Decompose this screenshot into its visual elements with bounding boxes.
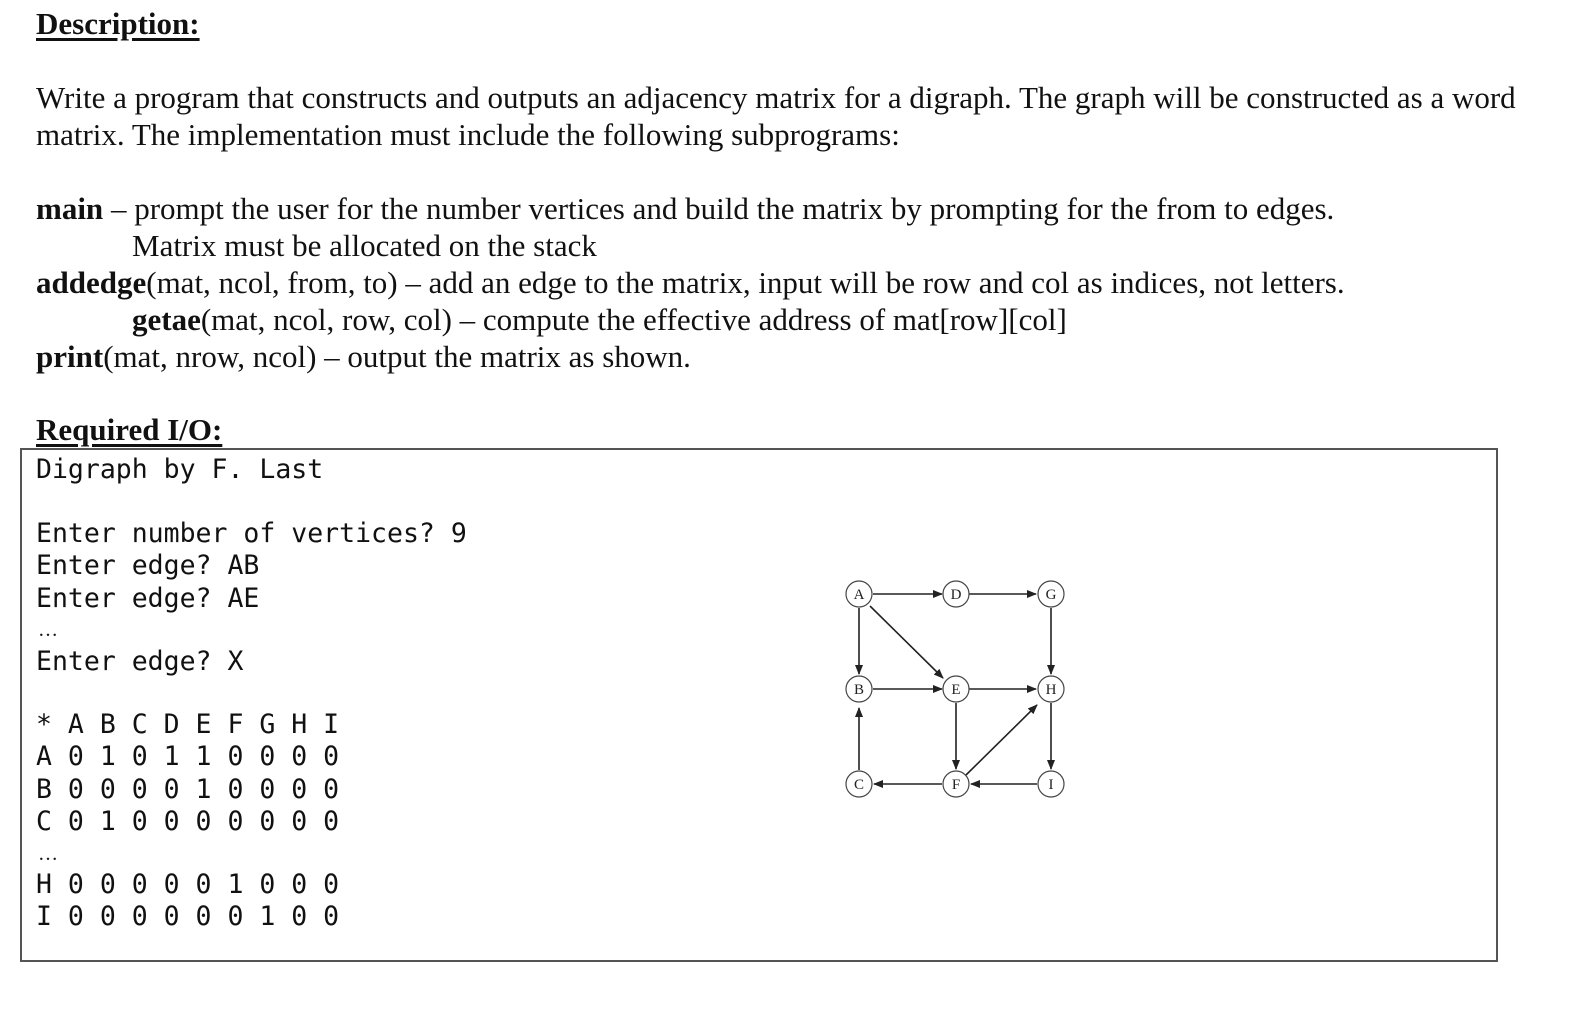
svg-text:B: B <box>853 682 865 698</box>
print-line <box>36 338 691 375</box>
matrix-row: B 0 0 0 0 1 0 0 0 0 <box>36 774 340 805</box>
graph-node-i <box>1038 771 1064 797</box>
addedge-name: addedge <box>36 265 147 300</box>
edge-a-e <box>870 606 943 678</box>
graph-node-h <box>1038 676 1064 702</box>
main-name: main <box>36 191 104 226</box>
main-line-2: Matrix must be allocated on the stack <box>132 228 597 263</box>
io-prompt-vertices: Enter number of vertices? 9 <box>36 518 467 549</box>
print-desc: (mat, nrow, ncol) – output the matrix as shown. <box>103 339 691 374</box>
io-prompt-edge-1: Enter edge? AB <box>36 550 260 581</box>
svg-text:D: D <box>950 587 962 603</box>
getae-desc: (mat, ncol, row, col) – compute the effective address of mat[row][col] <box>200 302 1067 337</box>
svg-text:E: E <box>951 682 961 698</box>
graph-node-c <box>846 771 872 797</box>
addedge-line <box>36 264 1345 301</box>
svg-text:C: C <box>853 777 865 793</box>
io-prompt-edge-2: Enter edge? AE <box>36 583 260 614</box>
getae-line <box>132 301 1067 338</box>
io-ellipsis-1: … <box>38 619 58 641</box>
io-title-line: Digraph by F. Last <box>36 454 324 485</box>
addedge-desc: (mat, ncol, from, to) – add an edge to the matrix, input will be row and col as indices, not letters. <box>146 265 1345 300</box>
svg-text:G: G <box>1045 587 1057 603</box>
description-heading: Description: <box>36 6 200 41</box>
matrix-header: * A B C D E F G H I <box>36 709 340 740</box>
svg-text:H: H <box>1045 682 1057 698</box>
svg-text:I: I <box>1048 777 1054 793</box>
digraph-diagram <box>830 560 1090 810</box>
required-io-heading: Required I/O: <box>36 412 223 447</box>
print-name: print <box>36 339 104 374</box>
graph-node-e <box>943 676 969 702</box>
graph-node-f <box>943 771 969 797</box>
svg-text:A: A <box>853 587 865 603</box>
graph-node-g <box>1038 581 1064 607</box>
main-desc: – prompt the user for the number vertices and build the matrix by prompting for the from to edges. <box>103 191 1335 226</box>
edge-f-h <box>966 705 1037 775</box>
io-ellipsis-2: … <box>38 843 58 865</box>
matrix-row: H 0 0 0 0 0 1 0 0 0 <box>36 869 340 900</box>
main-line <box>36 190 1334 227</box>
intro-paragraph: Write a program that constructs and outputs an adjacency matrix for a digraph. The graph will be constructed as a word matrix. The implementation must include the following subprograms: <box>36 80 1516 152</box>
graph-node-d <box>943 581 969 607</box>
getae-name: getae <box>132 302 201 337</box>
io-prompt-edge-end: Enter edge? X <box>36 646 244 677</box>
svg-text:F: F <box>951 777 961 793</box>
matrix-row: C 0 1 0 0 0 0 0 0 0 <box>36 806 340 837</box>
graph-node-b <box>846 676 872 702</box>
graph-node-a <box>846 581 872 607</box>
matrix-row: I 0 0 0 0 0 0 1 0 0 <box>36 901 340 932</box>
io-box <box>20 448 1498 962</box>
matrix-row: A 0 1 0 1 1 0 0 0 0 <box>36 741 340 772</box>
